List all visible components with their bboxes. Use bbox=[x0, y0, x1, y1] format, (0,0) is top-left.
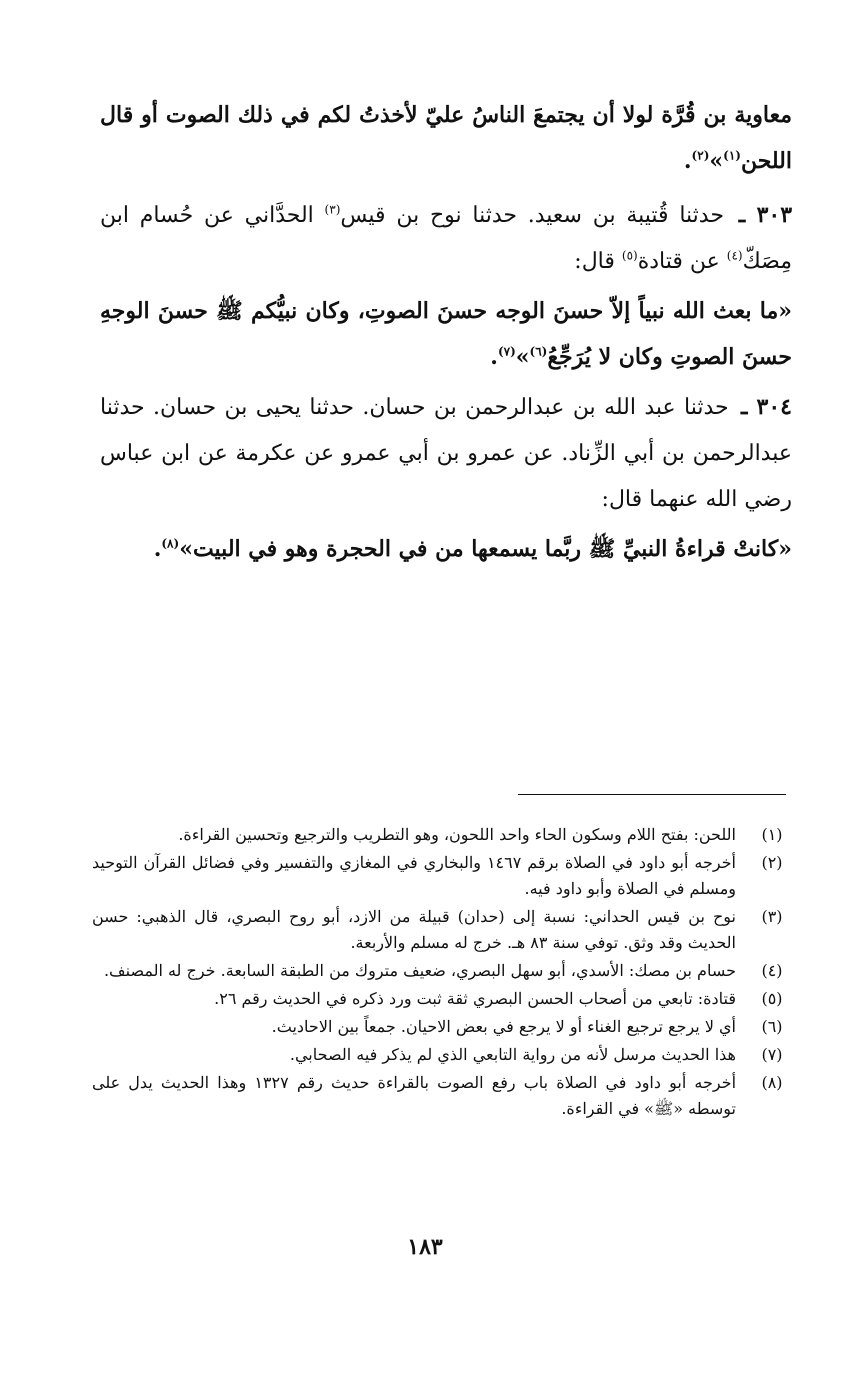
footnote-ref-3[interactable]: (٣) bbox=[324, 202, 341, 217]
footnote-number: (٣) bbox=[761, 907, 783, 926]
quote-close: » bbox=[515, 344, 530, 370]
footnote-item bbox=[92, 1014, 792, 1040]
quote-close: » bbox=[709, 148, 724, 174]
isnad-part-4: قال: bbox=[574, 249, 622, 274]
footnote-item bbox=[92, 986, 792, 1012]
hadith-number-303: ٣٠٣ ـ bbox=[738, 202, 793, 228]
footnote-item bbox=[92, 1042, 792, 1068]
footnote-text: نوح بن قيس الحداني: نسبة إلى (حدان) قبيلة من الازد، أبو روح البصري، قال الذهبي: حسن الحديث وقد وثق. توفي سنة ٨٣ هـ. خرج له مسلم والأربعة. bbox=[92, 907, 736, 952]
footnote-text: قتادة: تابعي من أصحاب الحسن البصري ثقة ثبت ورد ذكره في الحديث رقم ٢٦. bbox=[214, 989, 736, 1008]
footnotes-list bbox=[92, 822, 792, 1124]
footnote-text: حسام بن مصك: الأسدي، أبو سهل البصري، ضعيف متروك من الطبقة السابعة. خرج له المصنف. bbox=[103, 961, 736, 980]
footnote-text: هذا الحديث مرسل لأنه من رواية التابعي الذي لم يذكر فيه الصحابي. bbox=[289, 1045, 736, 1064]
matn-text: «ما بعث الله نبياً إلاّ حسنَ الوجه حسنَ الصوتِ، وكان نبيُّكم ﷺ حسنَ الوجهِ حسنَ الصوتِ وكان لا يُرَجِّعُ bbox=[100, 298, 792, 370]
matn-end: . bbox=[490, 344, 498, 370]
hadith-303-isnad bbox=[100, 192, 792, 285]
isnad-part-3: عن قتادة bbox=[637, 249, 727, 274]
footnote-item bbox=[92, 822, 792, 848]
isnad-text: حدثنا عبد الله بن عبدالرحمن بن حسان. حدثنا يحيى بن حسان. حدثنا عبدالرحمن بن أبي الزِّناد. عن عمرو بن أبي عمرو عن عكرمة عن ابن عباس رضي الله عنهما قال: bbox=[100, 395, 792, 512]
footnote-text: أخرجه أبو داود في الصلاة باب رفع الصوت بالقراءة حديث رقم ١٣٢٧ وهذا الحديث يدل على توسطه «ﷺ» في القراءة. bbox=[92, 1073, 737, 1118]
hadith-303-matn bbox=[100, 288, 792, 380]
hadith-304-isnad bbox=[100, 384, 792, 523]
footnote-number: (٢) bbox=[761, 853, 783, 872]
footnote-ref-2[interactable]: (٢) bbox=[691, 148, 710, 163]
footnote-item bbox=[92, 1070, 792, 1122]
footnote-number: (٨) bbox=[761, 1073, 783, 1092]
footnote-number: (٤) bbox=[761, 961, 783, 980]
hadith-304-matn bbox=[100, 526, 792, 572]
matn-text: «كانتْ قراءةُ النبيِّ ﷺ ربَّما يسمعها من في الحجرة وهو في البيت» bbox=[179, 536, 792, 562]
footnote-number: (٦) bbox=[761, 1017, 783, 1036]
hadith-number-304: ٣٠٤ ـ bbox=[741, 394, 792, 420]
footnote-text: أي لا يرجع ترجيع الغناء أو لا يرجع في بعض الاحيان. جمعاً بين الاحاديث. bbox=[271, 1017, 736, 1036]
footnote-ref-1[interactable]: (١) bbox=[723, 148, 741, 163]
isnad-part-1: حدثنا قُتيبة بن سعيد. حدثنا نوح بن قيس bbox=[340, 203, 724, 228]
intro-paragraph bbox=[100, 92, 792, 184]
footnote-divider bbox=[518, 794, 786, 795]
footnote-ref-5[interactable]: (٥) bbox=[621, 248, 638, 263]
footnote-ref-6[interactable]: (٦) bbox=[529, 344, 548, 359]
footnote-item bbox=[92, 904, 792, 956]
footnote-text: اللحن: بفتح اللام وسكون الحاء واحد اللحون، وهو التطريب والترجيع وتحسين القراءة. bbox=[178, 825, 736, 844]
matn-end: . bbox=[153, 536, 162, 562]
footnote-ref-4[interactable]: (٤) bbox=[726, 248, 743, 263]
footnote-number: (٧) bbox=[761, 1045, 783, 1064]
footnote-text: أخرجه أبو داود في الصلاة برقم ١٤٦٧ والبخاري في المغازي والتفسير وفي فضائل القرآن التوحيد ومسلم في الصلاة وأبو داود فيه. bbox=[92, 853, 736, 898]
footnote-number: (١) bbox=[761, 825, 783, 844]
footnote-number: (٥) bbox=[761, 989, 783, 1008]
page-number: ١٨٣ bbox=[407, 1234, 443, 1260]
footnote-ref-7[interactable]: (٧) bbox=[497, 344, 516, 359]
footnote-item bbox=[92, 850, 792, 902]
footnote-item bbox=[92, 958, 792, 984]
intro-end: . bbox=[683, 148, 692, 174]
intro-text: معاوية بن قُرَّة لولا أن يجتمعَ الناسُ عليّ لأخذتُ لكم في ذلك الصوت أو قال اللحن bbox=[100, 102, 792, 174]
footnote-ref-8[interactable]: (٨) bbox=[161, 536, 180, 551]
isnad-part-2: الحدَّاني عن حُسام ابن مِصَكّ bbox=[100, 203, 792, 274]
